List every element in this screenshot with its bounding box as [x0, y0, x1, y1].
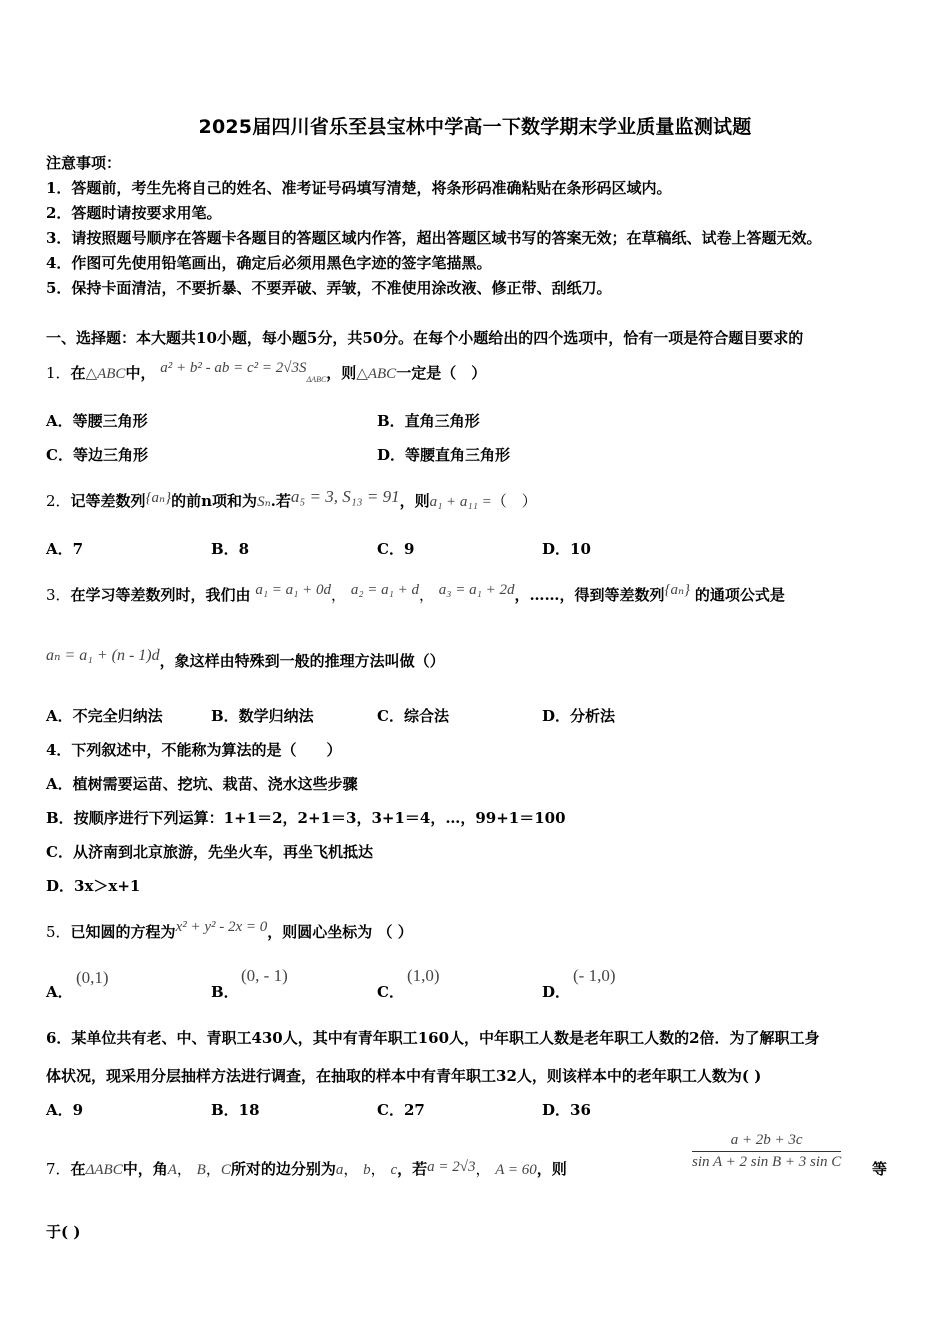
notice-heading: 注意事项：: [46, 154, 122, 172]
q-text: .若: [270, 492, 291, 510]
question-number: 2．: [46, 492, 71, 510]
math-expr: Sₙ: [257, 494, 271, 510]
math-expr: {aₙ}: [664, 582, 691, 598]
q-text: 等: [872, 1160, 888, 1178]
math-expr: △ABC: [85, 366, 126, 382]
q-text: 在学习等差数列时，我们由: [70, 586, 251, 604]
option-a: A．植树需要运苗、挖坑、栽苗、浇水这些步骤: [46, 775, 358, 793]
question-7-cont: 于( ): [46, 1223, 81, 1241]
option-c: C．等边三角形: [46, 446, 148, 464]
section-heading: 一、选择题：本大题共10小题，每小题5分，共50分。在每个小题给出的四个选项中，恰有一项是符合题目要求的: [46, 329, 804, 347]
q-text: ，则圆心坐标为 （ ）: [267, 923, 413, 941]
question-1: [46, 362, 486, 384]
fraction-numerator: a + 2b + 3c: [692, 1132, 841, 1152]
q-text: 中，: [125, 364, 156, 382]
option-b: B．按顺序进行下列运算：1+1＝2，2+1＝3，3+1＝4，…，99+1＝100: [46, 809, 566, 827]
math-expr: a² + b² - ab = c² = 2√3S: [160, 360, 307, 376]
option-a: A．不完全归纳法: [46, 707, 163, 725]
question-number: 3．: [46, 586, 71, 604]
option-c: C．综合法: [377, 707, 449, 725]
q-text: 的前n项和为: [171, 492, 258, 510]
option-d: D．等腰直角三角形: [377, 446, 511, 464]
math-expr: a = 2√3: [427, 1159, 476, 1175]
option-b: B．直角三角形: [377, 412, 480, 430]
q-text: ，则: [536, 1160, 567, 1178]
math-expr: B: [196, 1162, 206, 1178]
option-d: D．分析法: [542, 707, 616, 725]
option-c: C．27: [377, 1101, 425, 1119]
option-b: B．8: [211, 540, 250, 558]
q-text: 中，角: [122, 1160, 168, 1178]
option-c-label: C．: [377, 983, 404, 1001]
q-text: ，……，得到等差数列: [514, 586, 665, 604]
option-a: A．9: [46, 1101, 84, 1119]
notice-item: 2．答题时请按要求用笔。: [46, 204, 222, 222]
q-text: 已知圆的方程为: [70, 923, 176, 941]
math-expr: A: [167, 1162, 177, 1178]
fraction: [692, 1132, 841, 1171]
option-d: D．36: [542, 1101, 591, 1119]
math-expr: a₃ = a₁ + 2d: [438, 582, 515, 598]
option-d: D．3x＞x+1: [46, 877, 141, 895]
option-b-label: B．: [211, 983, 239, 1001]
question-7: 7．在ΔABC中，角A， B，C所对的边分别为a， b， c，若a = 2√3， A = 60，则: [46, 1159, 567, 1178]
option-c-value: (1,0): [407, 966, 440, 985]
option-a-label: A．: [46, 983, 73, 1001]
q-text: 记等差数列: [70, 492, 146, 510]
question-number: 7．: [46, 1160, 71, 1178]
math-expr: x² + y² - 2x = 0: [175, 919, 268, 935]
math-expr: △ABC: [356, 366, 397, 382]
q-text: 所对的边分别为: [230, 1160, 336, 1178]
option-b: B．18: [211, 1101, 260, 1119]
option-a: A．7: [46, 540, 84, 558]
option-b-value: (0, - 1): [241, 966, 288, 985]
math-expr: a₅ = 3, S₁₃ = 91: [290, 487, 400, 506]
fraction-denominator: sin A + 2 sin B + 3 sin C: [692, 1154, 842, 1170]
q-text: （ ）: [491, 492, 537, 510]
q-text: 在: [70, 1160, 86, 1178]
question-3: 3．在学习等差数列时，我们由 a₁ = a₁ + 0d， a₂ = a₁ + d， a₃ = a₁ + 2d，……，得到等差数列{aₙ} 的通项公式是: [46, 582, 785, 604]
question-6-cont: 体状况，现采用分层抽样方法进行调查，在抽取的样本中有青年职工32人，则该样本中的老年职工人数为( ): [46, 1067, 762, 1085]
math-expr: a₂ = a₁ + d: [350, 582, 419, 598]
math-expr: C: [220, 1162, 231, 1178]
q-text: ，若: [397, 1160, 428, 1178]
math-expr: b: [363, 1162, 371, 1178]
option-a-value: (0,1): [76, 968, 109, 987]
math-expr: c: [390, 1162, 398, 1178]
notice-item: 4．作图可先使用铅笔画出，确定后必须用黑色字迹的签字笔描黑。: [46, 254, 492, 272]
option-d: D．10: [542, 540, 591, 558]
math-expr: a: [335, 1162, 344, 1178]
option-d-value: (- 1,0): [573, 966, 616, 985]
q-text: 一定是（ ）: [396, 364, 487, 382]
q-text: ，则: [326, 364, 357, 382]
question-3-cont: [46, 647, 445, 671]
option-c: C．从济南到北京旅游，先坐火车，再坐飞机抵达: [46, 843, 373, 861]
question-number: 1．: [46, 364, 71, 382]
option-c: C．9: [377, 540, 415, 558]
option-b: B．数学归纳法: [211, 707, 314, 725]
math-expr: a₁ = a₁ + 0d: [255, 582, 332, 598]
notice-item: 5．保持卡面清洁，不要折暴、不要弄破、弄皱，不准使用涂改液、修正带、刮纸刀。: [46, 279, 612, 297]
option-a: A．等腰三角形: [46, 412, 148, 430]
math-expr: a₁ + a₁₁ =: [429, 494, 492, 510]
question-4: 4．下列叙述中，不能称为算法的是（ ）: [46, 741, 342, 759]
math-expr: ΔABC: [85, 1162, 123, 1178]
math-subscript: ΔABC: [306, 375, 327, 384]
q-text: ，则: [399, 492, 430, 510]
option-d-label: D．: [542, 983, 571, 1001]
question-6: 6．某单位共有老、中、青职工430人，其中有青年职工160人，中年职工人数是老年职工人数的2倍．为了解职工身: [46, 1029, 820, 1047]
question-number: 5．: [46, 923, 71, 941]
page-title: 2025届四川省乐至县宝林中学高一下数学期末学业质量监测试题: [198, 116, 752, 138]
q-text: 的通项公式是: [694, 586, 785, 604]
question-5: [46, 921, 413, 942]
math-expr: aₙ = a₁ + (n - 1)d: [46, 647, 160, 664]
math-expr: {aₙ}: [145, 490, 172, 506]
notice-item: 1．答题前，考生先将自己的姓名、准考证号码填写清楚，将条形码准确粘贴在条形码区域内。: [46, 179, 672, 197]
math-expr: A = 60: [495, 1162, 537, 1178]
q-text: ，象这样由特殊到一般的推理方法叫做（）: [159, 652, 445, 670]
question-2: [46, 487, 537, 511]
q-text: 在: [70, 364, 86, 382]
notice-item: 3．请按照题号顺序在答题卡各题目的答题区域内作答，超出答题区域书写的答案无效；在草稿纸、试卷上答题无效。: [46, 229, 822, 247]
